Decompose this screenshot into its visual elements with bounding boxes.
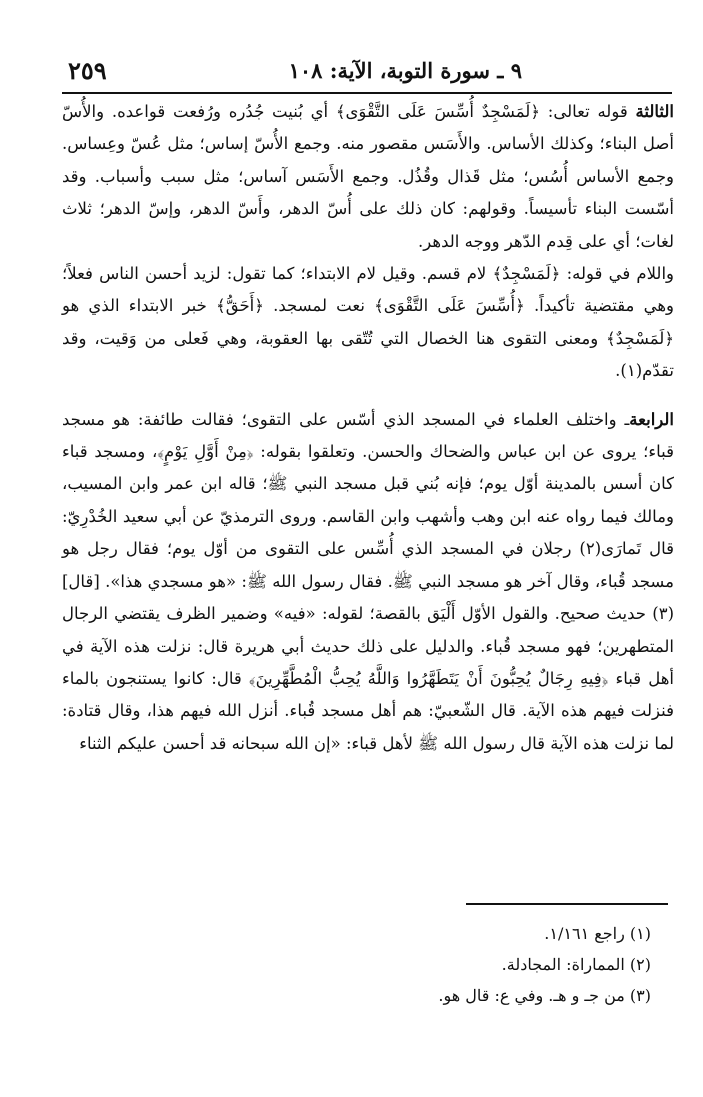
page-number: ٢٥٩ <box>68 56 107 85</box>
section-third <box>62 96 674 258</box>
footnote-2: (٢) المماراة: المجادلة. <box>501 955 651 974</box>
section-text: قوله تعالى: ﴿لَمَسْجِدٌ أُسِّسَ عَلَى التَّقْوَى﴾ أي بُنيت جُدُره ورُفعت قواعده. والأُسّ أصل البناء؛ وكذلك الأساس. والأَسَس مقصور منه. وجمع الأُسّ إساس؛ مثل عُسّ وعِساس. وجمع الأساس أُسُس؛ مثل قَذال وقُذُل. وجمع الأَسَس آساس؛ مثل سبب وأسباب. وقد أسّست البناء تأسيساً. وقولهم: كان ذلك على أُسّ الدهر، وأَسّ الدهر، وإسّ الدهر؛ ثلاث لغات؛ أي على قِدم الدّهر ووجه الدهر. <box>62 102 674 251</box>
running-head: ٩ ـ سورة التوبة، الآية: ١٠٨ <box>288 58 522 83</box>
section-text: ـ واختلف العلماء في المسجد الذي أسّس على التقوى؛ فقالت طائفة: هو مسجد قباء؛ يروى عن ابن عباس والضحاك والحسن. وتعلقوا بقوله: ﴿مِنْ أَوَّلِ يَوْمٍ﴾، ومسجد قباء كان أسس بالمدينة أوّل يوم؛ فإنه بُني قبل مسجد النبي ﷺ؛ قاله ابن عمر وابن المسيب، ومالك فيما رواه عنه ابن وهب وأشهب وابن القاسم. وروى الترمذيّ عن أبي سعيد الخُدْرِيّ: قال تَمارَى(٢) رجلان في المسجد الذي أُسِّس على التقوى من أوّل يوم؛ فقال رجل هو مسجد قُباء، وقال آخر هو مسجد النبي ﷺ. فقال رسول الله ﷺ: «هو مسجدي هذا». [قال](٣) حديث صحيح. والقول الأوّل أَلْيَق بالقصة؛ لقوله: «فيه» وضمير الظرف يقتضي الرجال المتطهرين؛ فهو مسجد قُباء. والدليل على ذلك حديث أبي هريرة قال: نزلت هذه الآية في أهل قباء ﴿فِيهِ رِجَالٌ يُحِبُّونَ أَنْ يَتَطَهَّرُوا وَاللَّهُ يُحِبُّ الْمُطَّهِّرِينَ﴾ قال: كانوا يستنجون بالماء فنزلت فيهم هذه الآية. قال الشّعبيّ: هم أهل مسجد قُباء. أنزل الله فيهم هذا، وقال قتادة: لما نزلت هذه الآية قال رسول الله ﷺ لأهل قباء: «إن الله سبحانه قد أحسن عليكم الثناء <box>62 409 674 753</box>
footnotes <box>91 918 651 1011</box>
header-rule <box>62 92 672 94</box>
footnote-3: (٣) من جـ و هـ. وفي ع: قال هو. <box>438 986 651 1005</box>
section-label: الرابعة <box>629 409 674 429</box>
footnote-1: (١) راجع ١/١٦١. <box>544 924 651 943</box>
section-fourth <box>62 404 674 760</box>
footnote-rule <box>466 903 668 905</box>
main-text <box>62 96 674 760</box>
section-third-continued <box>62 258 674 388</box>
section-text: واللام في قوله: ﴿لَمَسْجِدٌ﴾ لام قسم. وقيل لام الابتداء؛ كما تقول: لزيد أحسن الناس فعلاً؛ وهي مقتضية تأكيداً. ﴿أُسِّسَ عَلَى التَّقْوَى﴾ نعت لمسجد. ﴿أَحَقُّ﴾ خبر الابتداء الذي هو ﴿لَمَسْجِدٌ﴾ ومعنى التقوى هنا الخصال التي تُتّقى بها العقوبة، وهي فَعلى من وَقيت، وقد تقدّم(١). <box>62 264 674 381</box>
page-header <box>62 52 672 94</box>
section-label: الثالثة <box>635 102 674 121</box>
